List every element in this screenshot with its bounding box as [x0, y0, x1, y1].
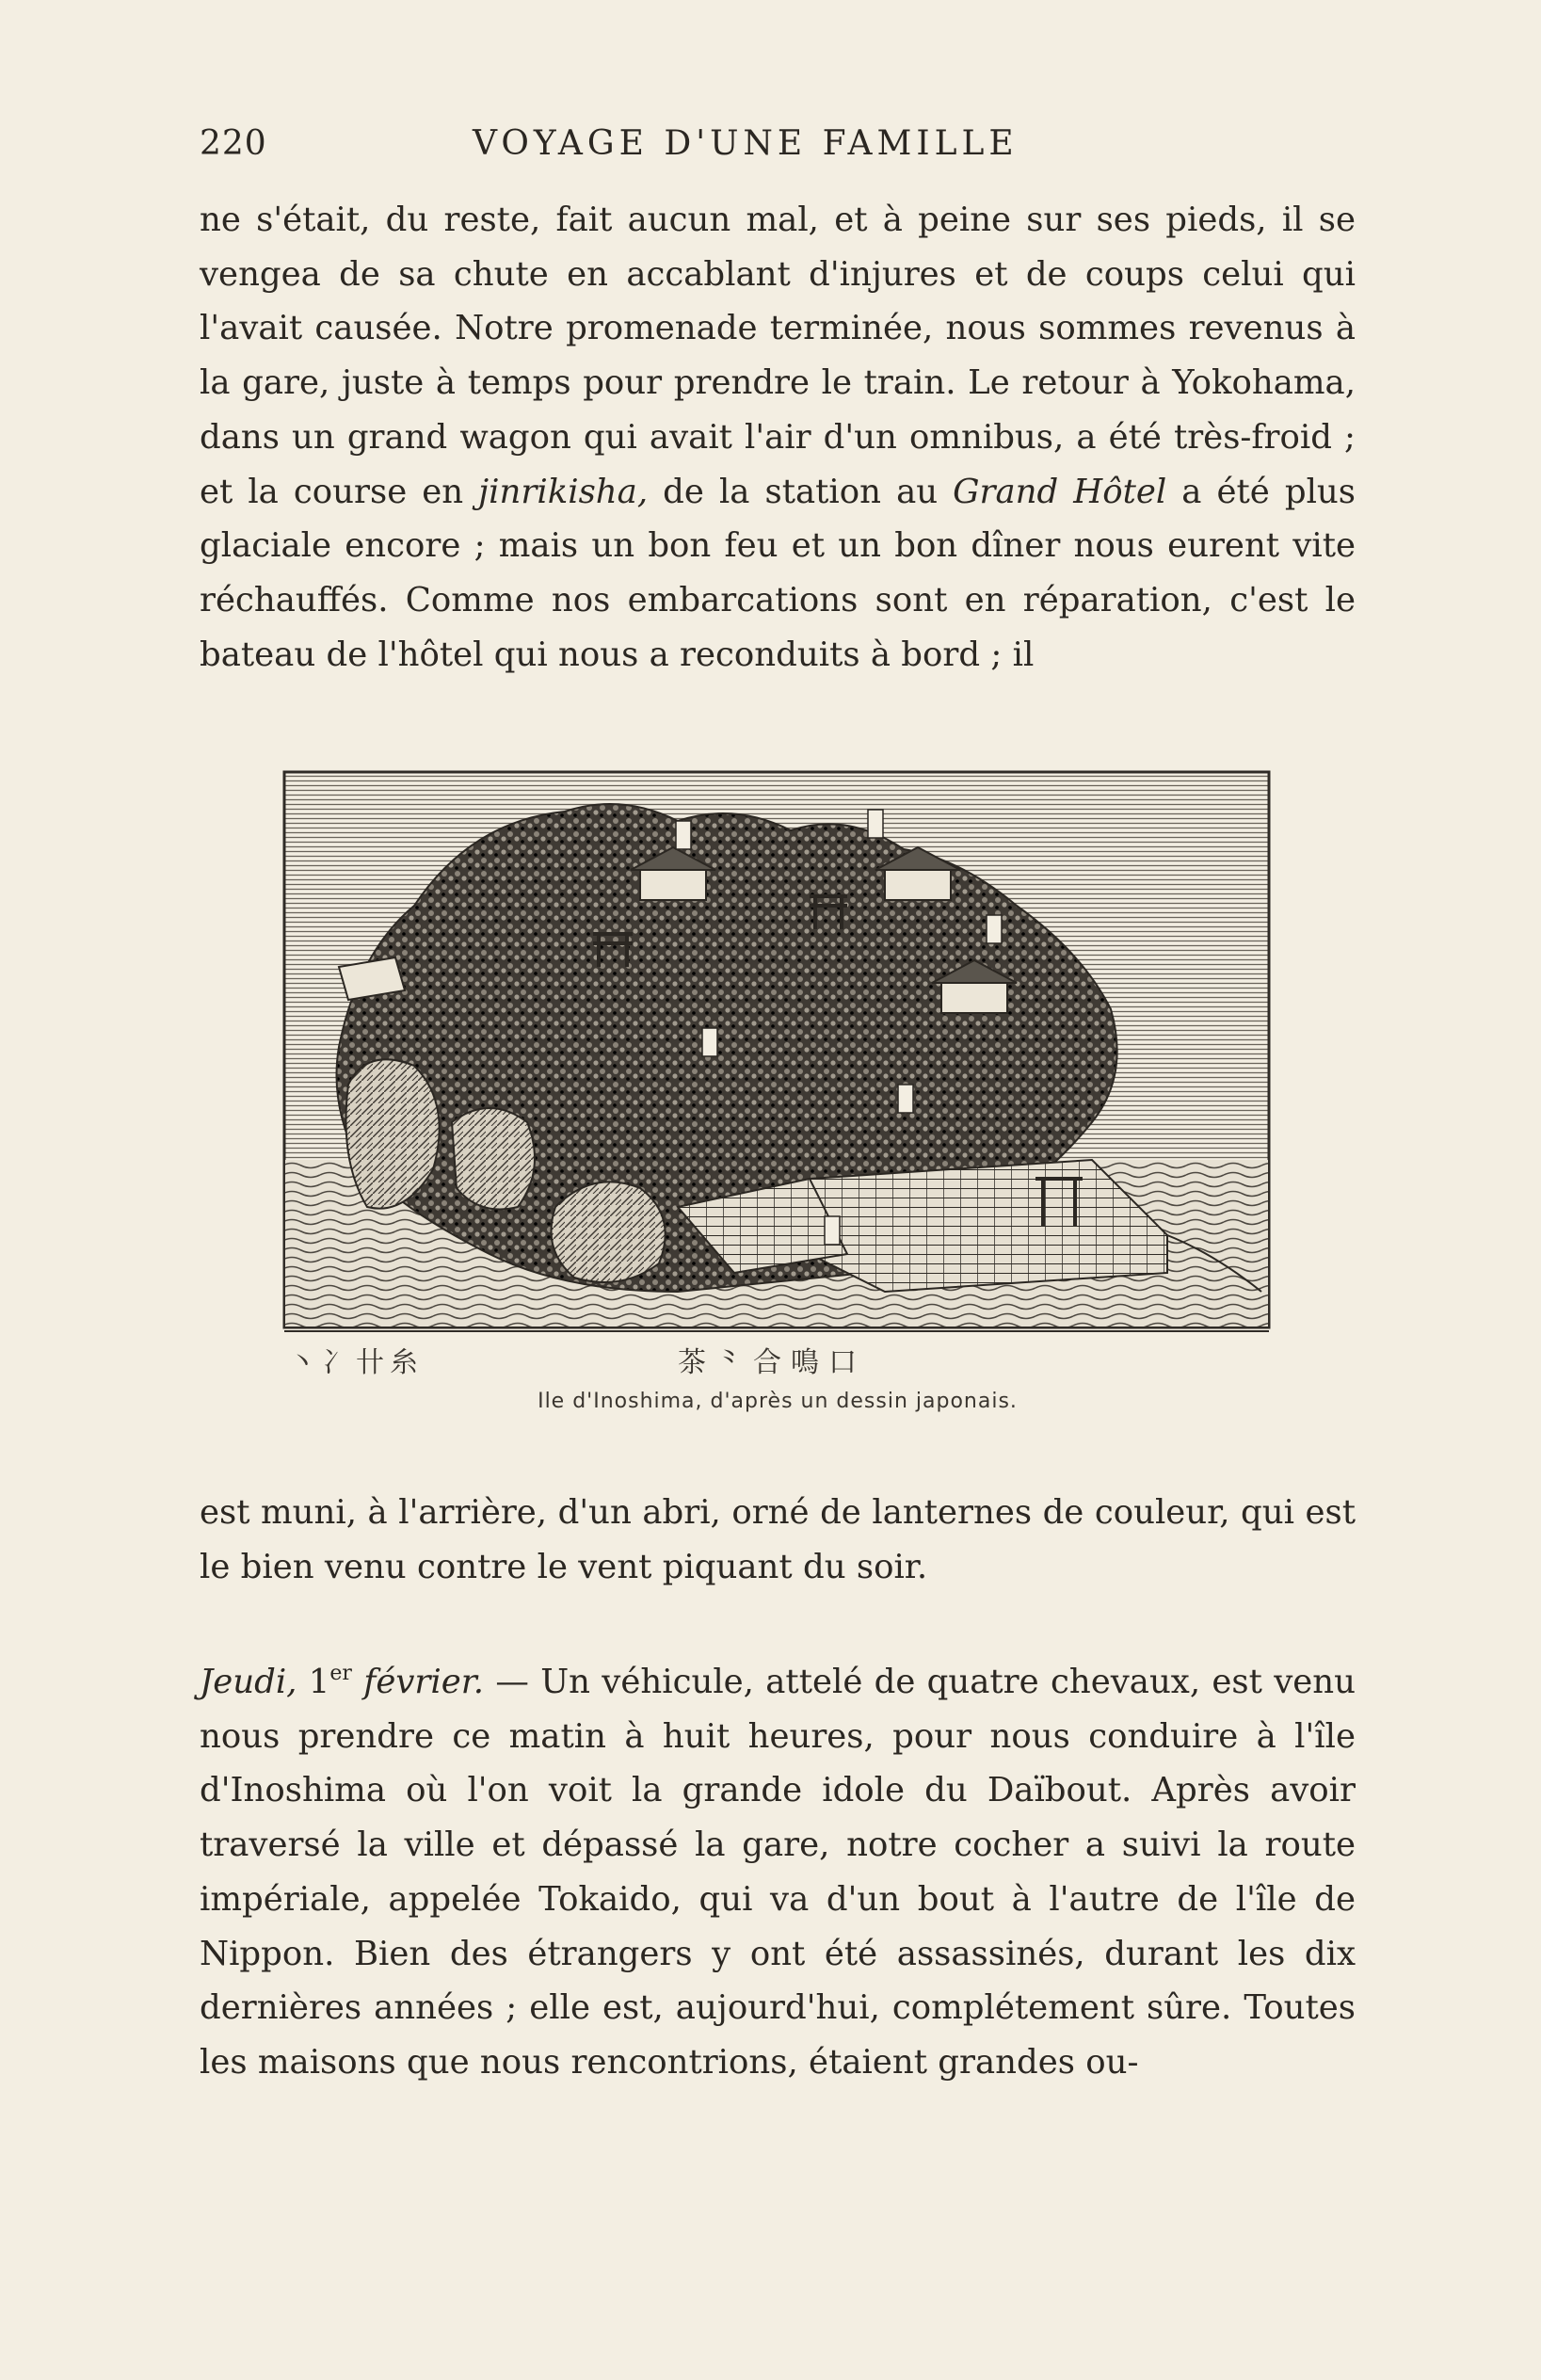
italic-grand-hotel: Grand Hôtel	[953, 472, 1167, 511]
running-head: VOYAGE D'UNE FAMILLE	[473, 124, 1019, 163]
inoshima-engraving	[282, 764, 1273, 1339]
page-number: 220	[200, 124, 267, 163]
paragraph-2: est muni, à l'arrière, d'un abri, orné de lanternes de couleur, qui est le bien venu contre le vent piquant du soir.	[200, 1493, 1356, 1586]
figure-caption: Ile d'Inoshima, d'après un dessin japonais.	[538, 1390, 1018, 1413]
date-day: 1	[297, 1663, 330, 1701]
japanese-inscription-right: 茶⺀合鳴口	[678, 1346, 866, 1379]
date-month: février.	[351, 1663, 485, 1701]
date-day-suffix: er	[329, 1662, 352, 1685]
paragraph-1-text-a: ne s'était, du reste, fait aucun mal, et à peine sur ses pieds, il se vengea de sa chute en accablant d'injures et de coups celui qui l'avait causée. Notre promenade terminée, nous sommes revenus à la gare, juste à temps pour prendre le train. Le retour à Yokohama, dans un grand wagon qui avait l'air d'un omnibus, a été très-froid ; et la course en	[200, 201, 1356, 511]
date-weekday: Jeudi,	[200, 1663, 297, 1701]
japanese-inscription-left: 丶冫卄糸	[288, 1346, 424, 1379]
paragraph-1	[200, 193, 1356, 682]
paragraph-3-text: — Un véhicule, attelé de quatre chevaux, est venu nous prendre ce matin à huit heures, pour nous conduire à l'île d'Inoshima où l'on voit la grande idole du Daïbout. Après avoir traversé la ville et dépassé la gare, notre cocher a suivi la route impériale, appelée Tokaido, qui va d'un bout à l'autre de l'île de Nippon. Bien des étrangers y ont été assassinés, durant les dix dernières années ; elle est, aujourd'hui, complétement sûre. Toutes les maisons que nous rencontrions, étaient grandes ou-	[200, 1663, 1356, 2082]
paragraph-1-text-b: de la station au	[648, 472, 954, 511]
italic-jinrikisha: jinrikisha,	[478, 472, 649, 511]
paragraph-1-text-c: a été plus glaciale encore ; mais un bon feu et un bon dîner nous eurent vite réchauffés. Comme nos embarcations sont en réparation, c'est le bateau de l'hôtel qui nous a reconduits à bord ; il	[200, 472, 1356, 674]
page-header	[200, 124, 1356, 171]
paragraph-3	[200, 1647, 1356, 2090]
illustration-figure	[282, 764, 1273, 1379]
